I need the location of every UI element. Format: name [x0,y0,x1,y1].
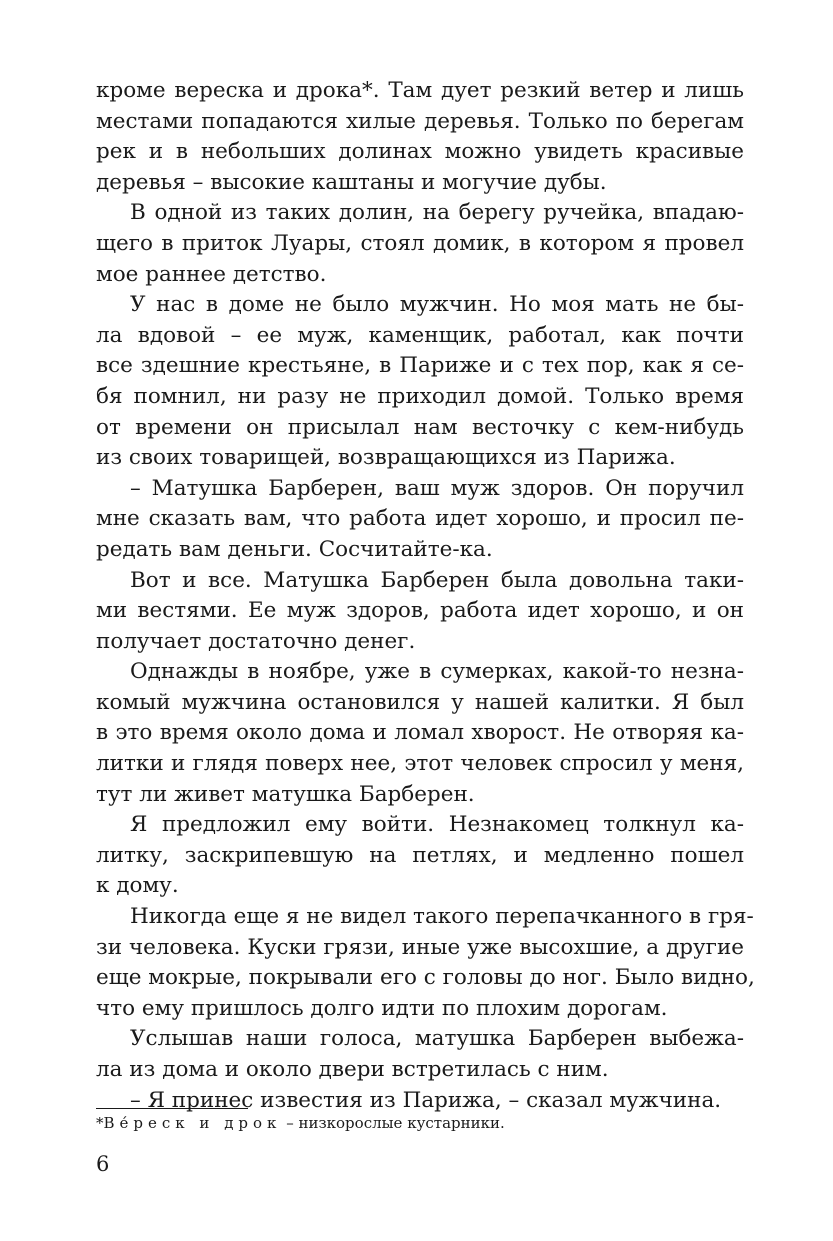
text-line: ми вестями. Ее муж здоров, работа идет хорошо, и он [96,598,744,624]
footnote [96,1112,505,1134]
text-line: щего в приток Луары, стоял домик, в котором я провел [96,230,744,256]
text-line: комый мужчина остановился у нашей калитки. Я был [96,689,744,715]
text-line: кроме вереска и дрока*. Там дует резкий ветер и лишь [96,78,744,103]
text-line: литки и глядя поверх нее, этот человек спросил у меня, [96,751,744,777]
page-number: 6 [96,1152,110,1176]
text-line: ла вдовой – ее муж, каменщик, работал, как почти [96,322,744,348]
text-line: Услышав наши голоса, матушка Барберен выбежа- [130,1026,744,1052]
text-line: литку, заскрипевшую на петлях, и медленно пошел [96,842,744,868]
text-line: еще мокрые, покрывали его с головы до ног. Было видно, [96,965,755,991]
text-line: – Я принес известия из Парижа, – сказал мужчина. [130,1087,722,1113]
text-line: из своих товарищей, возвращающихся из Парижа. [96,445,676,471]
text-line: ла из дома и около двери встретилась с ним. [96,1057,609,1082]
text-line: мое раннее детство. [96,261,327,287]
text-line: Вот и все. Матушка Барберен была довольна таки- [130,567,744,593]
text-line: получает достаточно денег. [96,628,416,654]
text-line: редать вам деньги. Сосчитайте-ка. [96,536,493,562]
text-line: от времени он присылал нам весточку с кем-нибудь [96,414,744,440]
text-line: Однажды в ноябре, уже в сумерках, какой-то незна- [130,659,744,685]
text-line: к дому. [96,873,179,899]
text-line: местами попадаются хилые деревья. Только по берегам [96,108,744,134]
text-line: рек и в небольших долинах можно увидеть красивые [96,139,744,165]
text-line: Никогда еще я не видел такого перепачканного в гря- [130,904,754,930]
text-line: Я предложил ему войти. Незнакомец толкнул ка- [130,812,744,838]
text-line: мне сказать вам, что работа идет хорошо, и просил пе- [96,506,744,532]
text-line: что ему пришлось долго идти по плохим дорогам. [96,995,668,1021]
text-line: зи человека. Куски грязи, иные уже высохшие, а другие [96,934,744,960]
main-text [96,76,755,1116]
text-line: все здешние крестьяне, в Париже и с тех пор, как я се- [96,353,744,379]
text-line: в это время около дома и ломал хворост. Не отворяя ка- [96,720,744,746]
text-line: У нас в доме не было мужчин. Но моя мать не бы- [130,292,744,318]
footnote-term: Ве́реск и дрок [103,1114,282,1132]
text-line: – Матушка Барберен, ваш муж здоров. Он поручил [130,475,744,501]
text-line: В одной из таких долин, на берегу ручейка, впадаю- [130,200,744,226]
text-line: тут ли живет матушка Барберен. [96,781,475,807]
text-line: деревья – высокие каштаны и могучие дубы. [96,169,607,195]
footnote-separator [96,1108,248,1109]
text-line: бя помнил, ни разу не приходил домой. Только время [96,383,744,409]
footnote-marker: * [96,1114,104,1132]
footnote-definition: – низкорослые кустарники. [281,1114,505,1132]
